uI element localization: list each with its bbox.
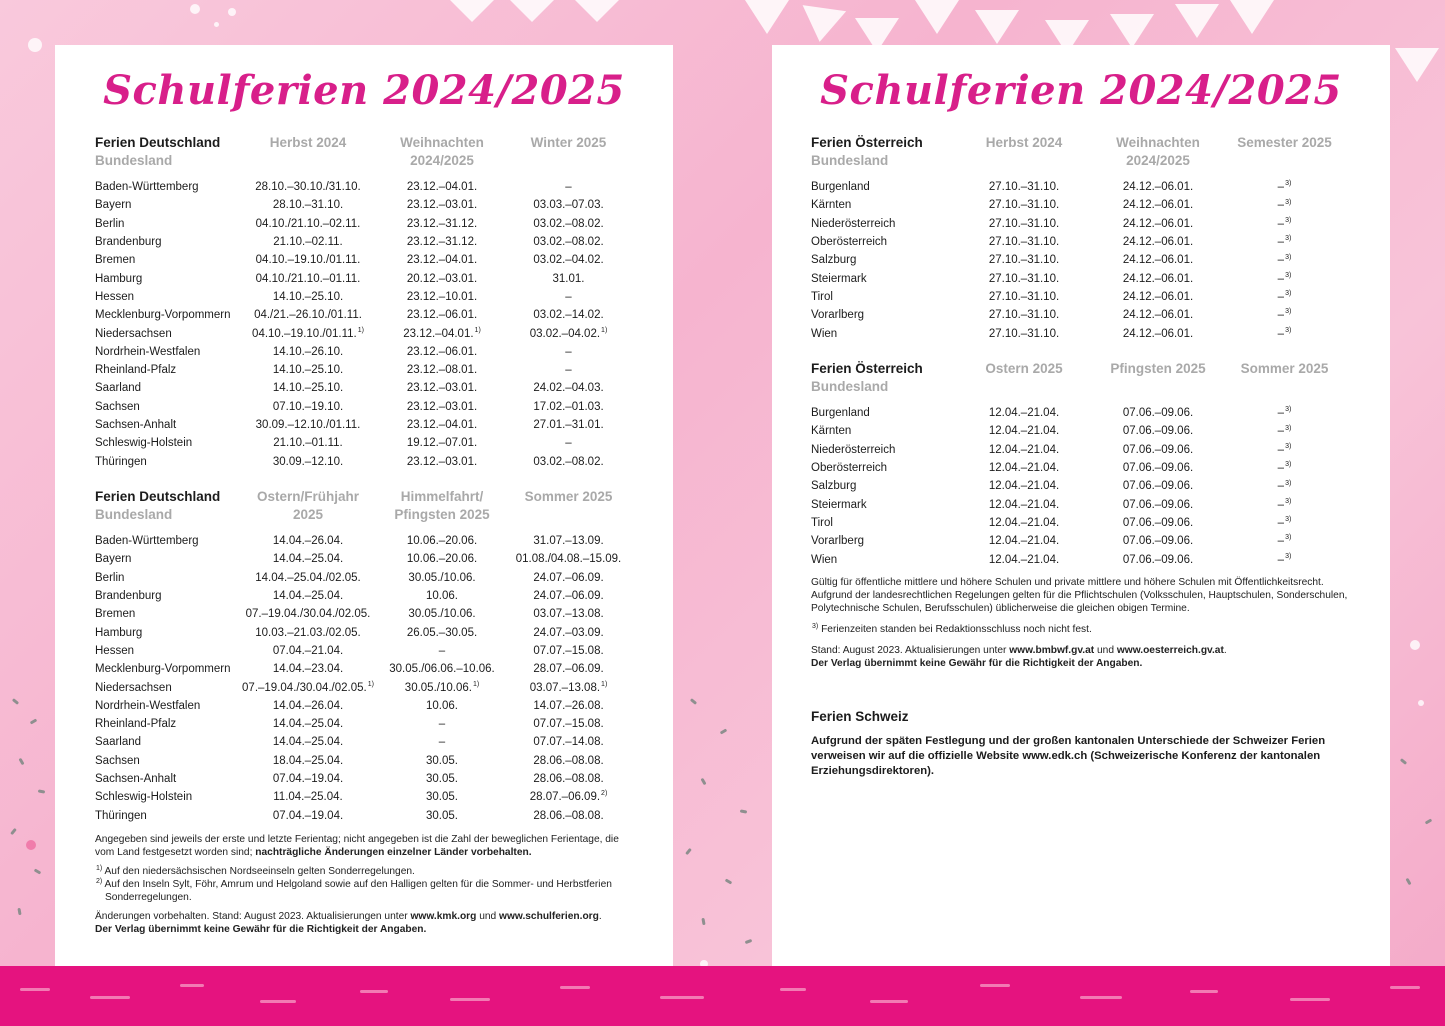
table-row bbox=[811, 422, 1352, 440]
column-header: Ostern/Frühjahr 2025 bbox=[256, 489, 359, 522]
state-name: Sachsen-Anhalt bbox=[95, 419, 177, 431]
date-range: –$^{3)}$ bbox=[1277, 516, 1292, 529]
notes-stand: Änderungen vorbehalten. Stand: August 2023. Aktualisierungen unter www.kmk.org und www.schulferien.org. bbox=[95, 911, 602, 922]
date-range: 24.02.–04.03. bbox=[533, 382, 604, 395]
date-range: 31.07.–13.09. bbox=[533, 535, 604, 548]
table-row bbox=[95, 605, 636, 623]
table-row bbox=[95, 324, 636, 342]
date-range: 03.02.–08.02. bbox=[533, 236, 604, 249]
table-germany-autumn-winter bbox=[95, 134, 636, 471]
date-range: 14.10.–25.10. bbox=[272, 290, 344, 303]
state-name: Salzburg bbox=[811, 480, 857, 493]
date-range: 12.04.–21.04. bbox=[988, 462, 1060, 475]
column-header: Pfingsten 2025 bbox=[1110, 361, 1206, 376]
date-range: 12.04.–21.04. bbox=[988, 443, 1060, 456]
state-name: Niederösterreich bbox=[811, 217, 896, 230]
date-range: 12.04.–21.04. bbox=[988, 480, 1060, 493]
date-range: 07.06.–09.06. bbox=[1122, 535, 1194, 548]
notes-disclaimer: Der Verlag übernimmt keine Gewähr für die Richtigkeit der Angaben. bbox=[811, 658, 1143, 669]
date-range: 12.04.–21.04. bbox=[988, 535, 1060, 548]
date-range: 23.12.–03.01. bbox=[406, 455, 478, 468]
date-range: – bbox=[565, 345, 572, 358]
date-range: –$^{3)}$ bbox=[1277, 326, 1292, 340]
table-row bbox=[811, 532, 1352, 550]
state-name: Berlin bbox=[95, 217, 125, 230]
date-range: –$^{3)}$ bbox=[1277, 180, 1292, 194]
state-name: Baden-Württemberg bbox=[95, 535, 199, 548]
state-name: Tirol bbox=[811, 516, 833, 529]
date-range: 23.12.–04.01. bbox=[406, 181, 478, 194]
date-range: 23.12.–03.01. bbox=[406, 400, 478, 413]
date-range: 28.06.–08.08. bbox=[533, 754, 604, 767]
column-header: Weihnachten 2024/2025 bbox=[400, 135, 484, 168]
date-range: 12.04.–21.04. bbox=[988, 516, 1060, 529]
date-range: – bbox=[565, 437, 572, 450]
date-range: 07.06.–09.06. bbox=[1122, 425, 1194, 438]
page-germany bbox=[55, 45, 673, 966]
date-range: 27.10.–31.10. bbox=[988, 217, 1060, 230]
table-row bbox=[95, 569, 636, 587]
table-row bbox=[811, 495, 1352, 513]
state-name: Mecklenburg-Vorpommern bbox=[95, 663, 231, 676]
date-range: 18.04.–25.04. bbox=[272, 754, 344, 767]
date-range: 23.12.–08.01. bbox=[406, 364, 478, 377]
date-range: 07.–19.04./30.04./02.05.$^{1)}$ bbox=[242, 680, 374, 694]
footnote-2: $^{2)}$ Auf den Inseln Sylt, Föhr, Amrum und Helgoland sowie auf den Halligen gelten für die Sommer- und Herbstferien Sonderregelungen. bbox=[96, 877, 612, 903]
state-name: Rheinland-Pfalz bbox=[95, 718, 177, 731]
date-range: 03.02.–08.02. bbox=[533, 455, 604, 468]
date-range: 24.12.–06.01. bbox=[1122, 327, 1194, 340]
table-row bbox=[811, 288, 1352, 306]
table-row bbox=[95, 233, 636, 251]
date-range: 14.04.–25.04. bbox=[272, 553, 344, 566]
table-row bbox=[95, 678, 636, 696]
table-austria-spring-summer bbox=[811, 360, 1352, 569]
state-name: Sachsen bbox=[95, 400, 140, 413]
date-range: 04.10.–19.10./01.11. bbox=[255, 254, 361, 267]
date-range: 14.10.–25.10. bbox=[272, 364, 344, 377]
date-range: 30.09.–12.10. bbox=[272, 455, 344, 468]
state-name: Burgenland bbox=[811, 407, 870, 420]
date-range: 27.10.–31.10. bbox=[988, 327, 1060, 340]
state-name: Sachsen bbox=[95, 754, 140, 767]
date-range: 07.07.–14.08. bbox=[533, 736, 604, 749]
table-row bbox=[95, 587, 636, 605]
date-range: 30.05. bbox=[426, 791, 458, 804]
date-range: 10.06. bbox=[426, 590, 458, 603]
column-header: Winter 2025 bbox=[530, 135, 607, 150]
date-range: 24.07.–06.09. bbox=[533, 590, 604, 603]
table-row bbox=[811, 196, 1352, 214]
date-range: 03.07.–13.08. bbox=[533, 608, 604, 621]
date-range: 24.07.–06.09. bbox=[533, 571, 604, 584]
state-name: Berlin bbox=[95, 571, 125, 584]
state-name: Wien bbox=[811, 553, 838, 566]
date-range: 04./21.–26.10./01.11. bbox=[254, 309, 362, 322]
date-range: 03.02.–04.02.$^{1)}$ bbox=[529, 326, 608, 340]
date-range: 27.01.–31.01. bbox=[533, 419, 604, 431]
state-name: Thüringen bbox=[95, 455, 147, 468]
column-header: Herbst 2024 bbox=[985, 135, 1063, 150]
notes-validity: Gültig für öffentliche mittlere und höhere Schulen und private mittlere und höhere Schulen mit Öffentlichkeitsrecht. Aufgrund der landesrechtlichen Regelungen gelten für die Pflichtschulen (Volksschulen, Hauptschulen, Sonderschulen, Polytechnische Schulen, Berufsschulen) üblicherweise die gleichen obigen Termine. bbox=[811, 577, 1348, 614]
state-name: Kärnten bbox=[811, 425, 852, 438]
date-range: 30.05. bbox=[426, 754, 458, 767]
date-range: 14.10.–26.10. bbox=[272, 345, 344, 358]
table-row bbox=[95, 343, 636, 361]
state-name: Nordrhein-Westfalen bbox=[95, 345, 201, 358]
table-row bbox=[811, 404, 1352, 422]
table-row bbox=[95, 178, 636, 196]
date-range: 27.10.–31.10. bbox=[988, 309, 1060, 322]
date-range: –$^{3)}$ bbox=[1277, 290, 1292, 303]
table-row bbox=[811, 306, 1352, 324]
date-range: 23.12.–10.01. bbox=[406, 290, 478, 303]
column-header: Ferien Deutschland Bundesland bbox=[95, 489, 221, 522]
date-range: 14.04.–26.04. bbox=[272, 535, 344, 548]
column-header: Ferien Deutschland Bundesland bbox=[95, 135, 221, 168]
table-row bbox=[95, 288, 636, 306]
date-range: 10.06. bbox=[426, 699, 458, 712]
date-range: –$^{3)}$ bbox=[1277, 552, 1292, 566]
date-range: 23.12.–03.01. bbox=[406, 199, 478, 212]
date-range: 24.12.–06.01. bbox=[1122, 181, 1194, 194]
date-range: 07.06.–09.06. bbox=[1122, 462, 1194, 475]
table-row bbox=[811, 215, 1352, 233]
link-bmbwf[interactable]: www.bmbwf.gv.at bbox=[1009, 645, 1095, 656]
date-range: 27.10.–31.10. bbox=[988, 181, 1060, 194]
date-range: – bbox=[438, 644, 446, 657]
swiss-section bbox=[811, 709, 1361, 779]
table-row bbox=[811, 233, 1352, 251]
date-range: – bbox=[565, 181, 572, 194]
state-name: Steiermark bbox=[811, 272, 867, 285]
date-range: 24.07.–03.09. bbox=[533, 626, 604, 639]
state-name: Niedersachsen bbox=[95, 681, 172, 694]
column-header: Sommer 2025 bbox=[1240, 361, 1329, 376]
date-range: 12.04.–21.04. bbox=[988, 425, 1060, 438]
date-range: 14.04.–25.04. bbox=[272, 590, 344, 603]
date-range: 28.10.–30.10./31.10. bbox=[255, 181, 361, 194]
column-header: Himmelfahrt/ Pfingsten 2025 bbox=[394, 489, 490, 522]
date-range: 03.02.–04.02. bbox=[533, 254, 604, 267]
table-row bbox=[95, 752, 636, 770]
footnote-1: $^{1)}$ Auf den niedersächsischen Nordseeinseln gelten Sonderregelungen. bbox=[96, 864, 415, 877]
column-header: Ostern 2025 bbox=[985, 361, 1063, 376]
date-range: 27.10.–31.10. bbox=[988, 290, 1060, 303]
footnote-3: $^{3)}$ Ferienzeiten standen bei Redaktionsschluss noch nicht fest. bbox=[812, 622, 1092, 635]
date-range: 24.12.–06.01. bbox=[1122, 309, 1194, 322]
date-range: 24.12.–06.01. bbox=[1122, 217, 1194, 230]
date-range: 10.06.–20.06. bbox=[406, 553, 478, 566]
footnotes-germany bbox=[95, 833, 635, 942]
table-row bbox=[811, 178, 1352, 196]
date-range: 10.06.–20.06. bbox=[406, 535, 478, 548]
column-header: Ferien Österreich Bundesland bbox=[811, 135, 923, 168]
state-name: Salzburg bbox=[811, 254, 857, 267]
state-name: Vorarlberg bbox=[811, 309, 865, 322]
date-range: –$^{3)}$ bbox=[1277, 271, 1292, 285]
state-name: Oberösterreich bbox=[811, 462, 888, 475]
swiss-text: Aufgrund der späten Festlegung und der großen kantonalen Unterschiede der Schweizer Ferien verweisen wir auf die offizielle Website www.edk.ch (Schweizerische Konferenz der kantonalen Erziehungsdirektoren). bbox=[811, 735, 1326, 777]
table-austria-autumn-semester bbox=[811, 134, 1352, 343]
page-title: Schulferien 2024/2025 bbox=[820, 67, 1342, 114]
table-row bbox=[95, 251, 636, 269]
column-header: Herbst 2024 bbox=[269, 135, 347, 150]
date-range: 03.02.–14.02. bbox=[533, 309, 604, 322]
state-name: Nordrhein-Westfalen bbox=[95, 699, 201, 712]
state-name: Sachsen-Anhalt bbox=[95, 773, 177, 785]
date-range: 30.09.–12.10./01.11. bbox=[255, 419, 361, 431]
footnotes-austria bbox=[811, 576, 1363, 676]
state-name: Baden-Württemberg bbox=[95, 181, 199, 194]
table-row bbox=[95, 623, 636, 641]
state-name: Bayern bbox=[95, 199, 132, 212]
table-row bbox=[95, 715, 636, 733]
date-range: – bbox=[438, 718, 446, 731]
state-name: Kärnten bbox=[811, 199, 852, 212]
date-range: 27.10.–31.10. bbox=[988, 272, 1060, 285]
state-name: Mecklenburg-Vorpommern bbox=[95, 309, 231, 322]
date-range: 07.06.–09.06. bbox=[1122, 516, 1194, 529]
state-name: Hamburg bbox=[95, 626, 143, 639]
date-range: 07.06.–09.06. bbox=[1122, 407, 1194, 420]
date-range: 21.10.–02.11. bbox=[273, 236, 343, 249]
state-name: Bayern bbox=[95, 553, 132, 566]
date-range: 30.05. bbox=[426, 809, 458, 822]
table-row bbox=[95, 416, 636, 434]
date-range: 07.06.–09.06. bbox=[1122, 498, 1194, 511]
table-row bbox=[811, 459, 1352, 477]
link-kmk[interactable]: www.kmk.org bbox=[410, 911, 477, 922]
column-header: Ferien Österreich Bundesland bbox=[811, 361, 923, 394]
date-range: 01.08./04.08.–15.09. bbox=[515, 553, 622, 566]
state-name: Saarland bbox=[95, 382, 142, 395]
date-range: 07.07.–15.08. bbox=[533, 644, 604, 657]
table-row bbox=[95, 642, 636, 660]
state-name: Brandenburg bbox=[95, 590, 162, 603]
table-row bbox=[95, 452, 636, 470]
date-range: 23.12.–06.01. bbox=[406, 309, 478, 322]
date-range: –$^{3)}$ bbox=[1277, 424, 1292, 438]
date-range: 11.04.–25.04. bbox=[273, 791, 343, 804]
table-row bbox=[95, 806, 636, 824]
date-range: 23.12.–04.01.$^{1)}$ bbox=[403, 326, 481, 340]
date-range: 07.04.–19.04. bbox=[272, 809, 344, 822]
date-range: 24.12.–06.01. bbox=[1122, 236, 1194, 249]
date-range: 14.04.–25.04. bbox=[272, 736, 344, 749]
date-range: 27.10.–31.10. bbox=[988, 199, 1060, 212]
notes-stand: Stand: August 2023. Aktualisierungen unter www.bmbwf.gv.at und www.oesterreich.gv.at. bbox=[811, 645, 1227, 656]
date-range: 28.06.–08.08. bbox=[533, 809, 604, 822]
table-row bbox=[95, 215, 636, 233]
state-name: Bremen bbox=[95, 608, 136, 621]
state-name: Thüringen bbox=[95, 809, 147, 822]
date-range: 17.02.–01.03. bbox=[533, 400, 604, 413]
table-row bbox=[95, 697, 636, 715]
date-range: –$^{3)}$ bbox=[1277, 253, 1292, 267]
table-germany-spring-summer bbox=[95, 488, 636, 825]
date-range: 10.03.–21.03./02.05. bbox=[255, 626, 361, 639]
notes-disclaimer: Der Verlag übernimmt keine Gewähr für die Richtigkeit der Angaben. bbox=[95, 924, 427, 935]
table-row bbox=[95, 434, 636, 452]
state-name: Hessen bbox=[95, 290, 134, 303]
date-range: 04.10.–19.10./01.11.$^{1)}$ bbox=[252, 326, 364, 340]
date-range: 14.10.–25.10. bbox=[272, 382, 344, 395]
state-name: Niedersachsen bbox=[95, 327, 172, 340]
table-row bbox=[811, 514, 1352, 532]
date-range: 27.10.–31.10. bbox=[988, 236, 1060, 249]
notes-intro: Angegeben sind jeweils der erste und letzte Ferientag; nicht angegeben ist die Zahl der beweglichen Ferientage, die vom Land festgesetzt worden sind; nachträgliche Änderungen einzelner Länder vorbehalten. bbox=[95, 834, 619, 858]
link-schulferien[interactable]: www.schulferien.org bbox=[499, 911, 599, 922]
table-row bbox=[811, 441, 1352, 459]
state-name: Steiermark bbox=[811, 498, 867, 511]
state-name: Schleswig-Holstein bbox=[95, 437, 193, 450]
date-range: 07.07.–15.08. bbox=[533, 718, 604, 731]
date-range: 04.10./21.10.–02.11. bbox=[255, 217, 361, 230]
date-range: 28.10.–31.10. bbox=[272, 199, 344, 212]
date-range: 03.03.–07.03. bbox=[533, 199, 604, 212]
date-range: 14.07.–26.08. bbox=[533, 699, 604, 712]
date-range: –$^{3)}$ bbox=[1277, 198, 1292, 212]
page-title: Schulferien 2024/2025 bbox=[103, 67, 625, 114]
date-range: 30.05. bbox=[426, 773, 458, 785]
date-range: 14.04.–23.04. bbox=[272, 663, 344, 676]
date-range: –$^{3)}$ bbox=[1277, 216, 1292, 230]
date-range: 26.05.–30.05. bbox=[406, 626, 478, 639]
state-name: Tirol bbox=[811, 290, 833, 303]
date-range: 14.04.–25.04. bbox=[272, 718, 344, 731]
date-range: 27.10.–31.10. bbox=[988, 254, 1060, 267]
table-row bbox=[95, 660, 636, 678]
date-range: 12.04.–21.04. bbox=[988, 407, 1060, 420]
table-row bbox=[95, 306, 636, 324]
date-range: 28.07.–06.09.$^{2)}$ bbox=[529, 790, 608, 804]
date-range: 07.04.–21.04. bbox=[272, 644, 344, 657]
date-range: –$^{3)}$ bbox=[1277, 308, 1292, 322]
state-name: Burgenland bbox=[811, 181, 870, 194]
table-row bbox=[811, 550, 1352, 568]
table-row bbox=[95, 770, 636, 788]
table-row bbox=[811, 269, 1352, 287]
date-range: 04.10./21.10.–01.11. bbox=[255, 272, 361, 285]
state-name: Wien bbox=[811, 327, 838, 340]
date-range: 23.12.–31.12. bbox=[406, 236, 478, 249]
date-range: 28.07.–06.09. bbox=[533, 663, 604, 676]
state-name: Bremen bbox=[95, 254, 136, 267]
table-row bbox=[95, 532, 636, 550]
table-row bbox=[95, 361, 636, 379]
date-range: 20.12.–03.01. bbox=[406, 272, 478, 285]
date-range: – bbox=[565, 364, 572, 377]
column-header: Weihnachten 2024/2025 bbox=[1116, 135, 1200, 168]
date-range: 19.12.–07.01. bbox=[406, 437, 478, 450]
link-oesterreich[interactable]: www.oesterreich.gv.at bbox=[1116, 645, 1224, 656]
state-name: Oberösterreich bbox=[811, 236, 888, 249]
table-row bbox=[95, 788, 636, 806]
date-range: 30.05./06.06.–10.06. bbox=[389, 663, 495, 676]
table-row bbox=[811, 477, 1352, 495]
state-name: Rheinland-Pfalz bbox=[95, 364, 177, 377]
date-range: 23.12.–04.01. bbox=[406, 254, 478, 267]
date-range: 03.02.–08.02. bbox=[533, 217, 604, 230]
date-range: 07.04.–19.04. bbox=[272, 773, 344, 785]
date-range: –$^{3)}$ bbox=[1277, 479, 1292, 493]
date-range: 23.12.–06.01. bbox=[406, 345, 478, 358]
date-range: –$^{3)}$ bbox=[1277, 497, 1292, 511]
state-name: Hamburg bbox=[95, 272, 143, 285]
date-range: 24.12.–06.01. bbox=[1122, 199, 1194, 212]
date-range: –$^{3)}$ bbox=[1277, 442, 1292, 456]
bottom-band bbox=[0, 966, 1445, 1026]
state-name: Niederösterreich bbox=[811, 443, 896, 456]
date-range: 24.12.–06.01. bbox=[1122, 254, 1194, 267]
date-range: – bbox=[438, 736, 446, 749]
date-range: 23.12.–04.01. bbox=[406, 419, 478, 431]
column-header: Semester 2025 bbox=[1237, 135, 1332, 150]
date-range: 23.12.–03.01. bbox=[406, 382, 478, 395]
date-range: 12.04.–21.04. bbox=[988, 498, 1060, 511]
date-range: 07.10.–19.10. bbox=[272, 400, 344, 413]
date-range: –$^{3)}$ bbox=[1277, 235, 1292, 249]
table-row bbox=[95, 733, 636, 751]
table-row bbox=[95, 398, 636, 416]
date-range: 12.04.–21.04. bbox=[988, 553, 1060, 566]
date-range: 24.12.–06.01. bbox=[1122, 290, 1194, 303]
state-name: Schleswig-Holstein bbox=[95, 791, 193, 804]
date-range: 30.05./10.06. bbox=[408, 571, 476, 584]
page-austria bbox=[772, 45, 1390, 966]
date-range: 30.05./10.06. bbox=[408, 608, 476, 621]
table-row bbox=[95, 196, 636, 214]
table-row bbox=[811, 251, 1352, 269]
date-range: –$^{3)}$ bbox=[1277, 406, 1292, 420]
date-range: – bbox=[565, 290, 572, 303]
state-name: Vorarlberg bbox=[811, 535, 865, 548]
date-range: –$^{3)}$ bbox=[1277, 461, 1292, 475]
date-range: 07.–19.04./30.04./02.05. bbox=[245, 608, 371, 621]
date-range: 31.01. bbox=[552, 272, 585, 285]
date-range: 24.12.–06.01. bbox=[1122, 272, 1194, 285]
date-range: 03.07.–13.08.$^{1)}$ bbox=[529, 680, 608, 694]
swiss-heading: Ferien Schweiz bbox=[811, 709, 909, 724]
date-range: 07.06.–09.06. bbox=[1122, 480, 1194, 493]
column-header: Sommer 2025 bbox=[524, 489, 613, 504]
date-range: 28.06.–08.08. bbox=[533, 773, 604, 785]
table-row bbox=[95, 269, 636, 287]
date-range: 30.05./10.06.$^{1)}$ bbox=[404, 680, 480, 694]
date-range: –$^{3)}$ bbox=[1277, 534, 1292, 548]
date-range: 07.06.–09.06. bbox=[1122, 443, 1194, 456]
state-name: Hessen bbox=[95, 644, 134, 657]
date-range: 21.10.–01.11. bbox=[273, 437, 343, 450]
date-range: 14.04.–26.04. bbox=[272, 699, 344, 712]
date-range: 07.06.–09.06. bbox=[1122, 553, 1194, 566]
state-name: Brandenburg bbox=[95, 236, 162, 249]
table-row bbox=[95, 550, 636, 568]
table-row bbox=[811, 324, 1352, 342]
date-range: 23.12.–31.12. bbox=[406, 217, 478, 230]
table-row bbox=[95, 379, 636, 397]
state-name: Saarland bbox=[95, 736, 142, 749]
date-range: 14.04.–25.04./02.05. bbox=[255, 571, 361, 584]
